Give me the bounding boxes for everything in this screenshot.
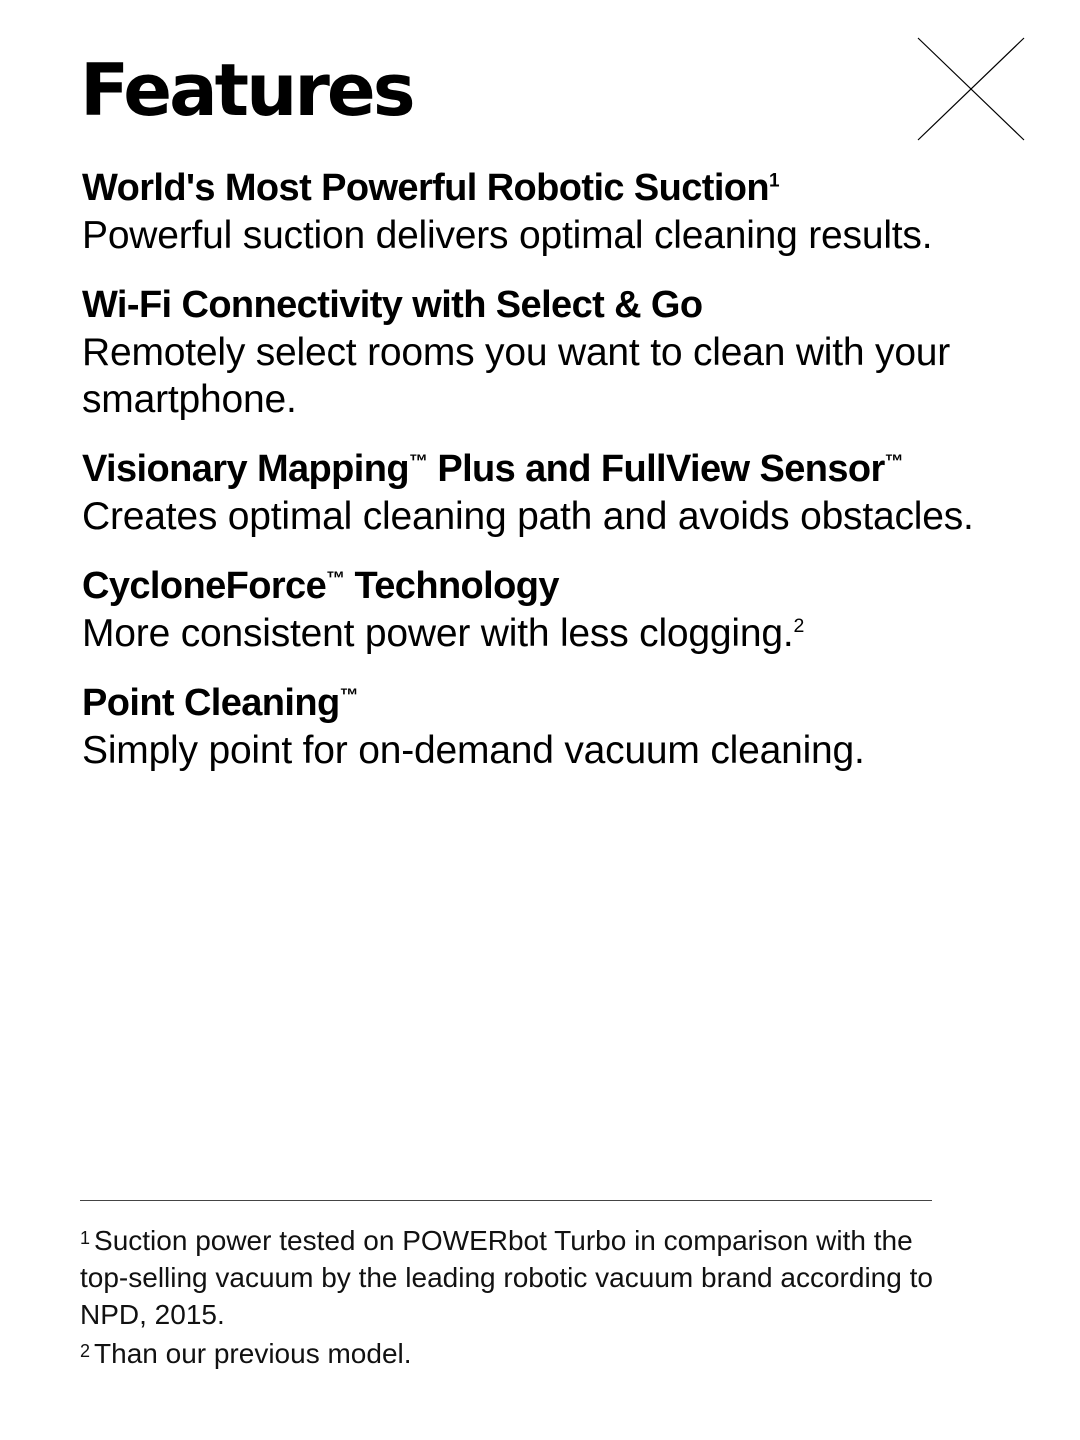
trademark-mark: ™ xyxy=(408,451,428,473)
feature-heading-text: Technology xyxy=(344,565,559,607)
feature-heading: Wi-Fi Connectivity with Select & Go xyxy=(82,284,703,326)
footnote-1 xyxy=(80,1220,940,1333)
feature-heading-text: Point Cleaning xyxy=(82,682,340,724)
trademark-mark: ™ xyxy=(326,568,345,590)
footnote-text: Suction power tested on POWERbot Turbo in comparison with the top-selling vacuum by the leading robotic vacuum brand according to NPD, 2015. xyxy=(80,1225,933,1330)
feature-heading xyxy=(82,562,1032,610)
feature-heading xyxy=(82,679,1032,727)
feature-description: Powerful suction delivers optimal cleaning results. xyxy=(82,214,933,257)
close-button[interactable] xyxy=(916,36,1026,142)
feature-mapping xyxy=(82,445,1032,540)
feature-point-cleaning xyxy=(82,679,1032,774)
feature-wifi xyxy=(82,281,1032,423)
footnote-mark: 1 xyxy=(80,1228,91,1248)
footnote-mark: 2 xyxy=(80,1341,91,1361)
feature-description: Creates optimal cleaning path and avoids obstacles. xyxy=(82,495,974,538)
footnote-ref: 2 xyxy=(793,615,805,637)
close-icon xyxy=(916,36,1026,142)
feature-list xyxy=(82,164,1032,796)
feature-heading xyxy=(82,164,1032,212)
footnote-ref: 1 xyxy=(769,170,779,192)
feature-suction xyxy=(82,164,1032,259)
feature-heading-text: CycloneForce xyxy=(82,565,327,607)
feature-heading-text: World's Most Powerful Robotic Suction xyxy=(82,167,770,209)
footnote-text: Than our previous model. xyxy=(94,1338,412,1369)
footnote-2 xyxy=(80,1333,940,1372)
feature-heading-text: Visionary Mapping xyxy=(82,448,409,490)
feature-cycloneforce xyxy=(82,562,1032,657)
footnote-divider xyxy=(80,1200,932,1201)
footnotes xyxy=(80,1220,940,1372)
feature-heading-text: Plus and FullView Sensor xyxy=(427,448,885,490)
feature-description xyxy=(82,610,1032,657)
trademark-mark: ™ xyxy=(339,685,359,707)
feature-description: Remotely select rooms you want to clean with your smartphone. xyxy=(82,331,951,421)
feature-description: Simply point for on-demand vacuum cleaning. xyxy=(82,729,865,772)
page-title: Features xyxy=(80,48,413,132)
feature-description-text: More consistent power with less clogging. xyxy=(82,612,794,655)
feature-heading xyxy=(82,445,1032,493)
trademark-mark: ™ xyxy=(884,451,904,473)
